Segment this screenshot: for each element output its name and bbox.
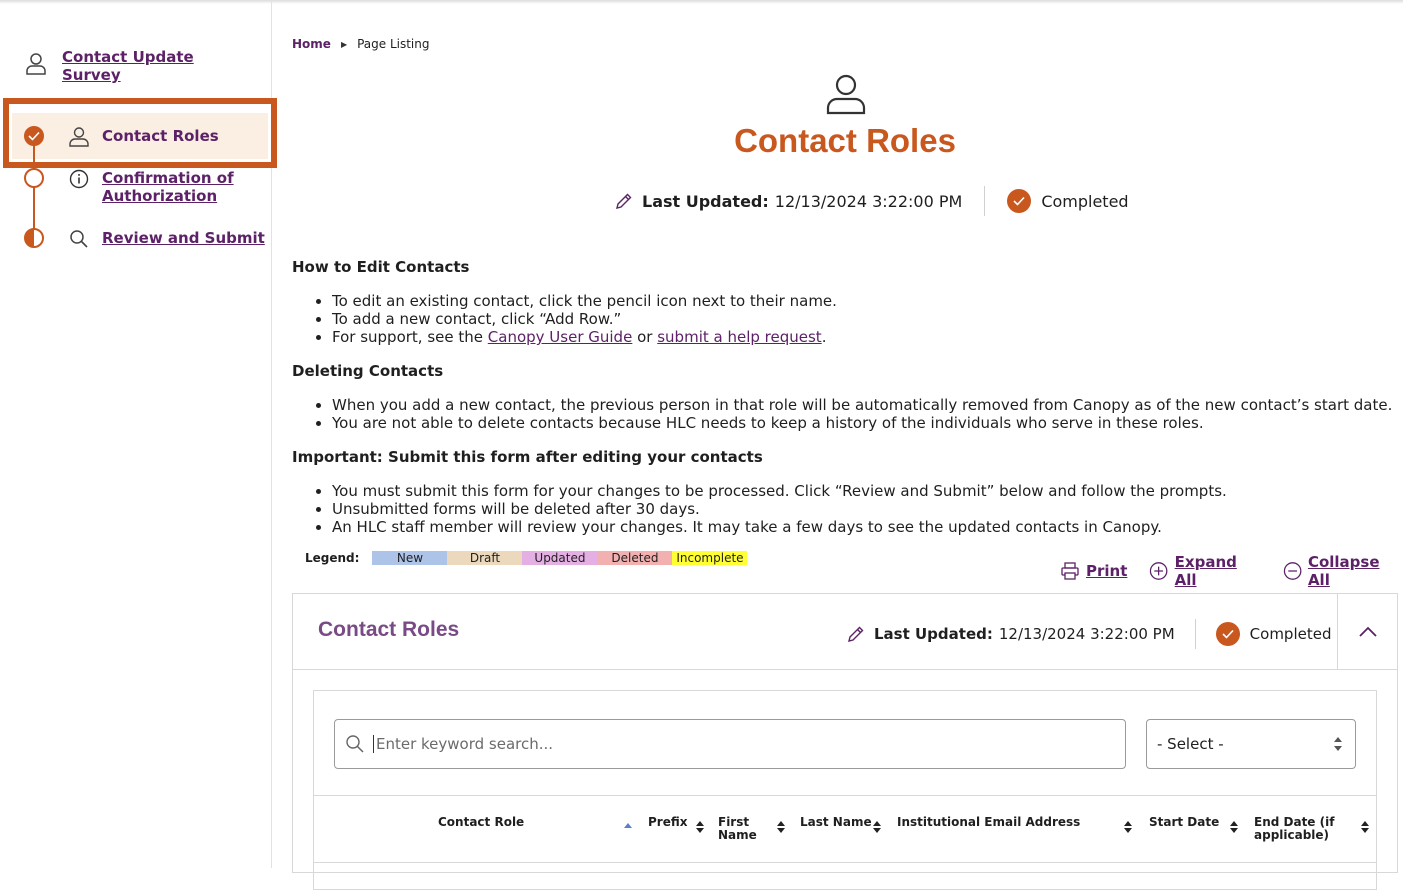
contact-update-survey-link[interactable]: Contact Update Survey — [62, 48, 194, 84]
person-icon — [26, 52, 46, 76]
section-heading: Deleting Contacts — [292, 362, 444, 380]
check-icon — [1007, 189, 1031, 213]
last-updated-value: 12/13/2024 3:22:00 PM — [998, 625, 1175, 643]
panel-status-bar — [846, 619, 1331, 649]
column-header-contact-role[interactable]: Contact Role — [438, 815, 525, 829]
list-item: • For support, see the Canopy User Guide or submit a help request. — [332, 328, 837, 346]
plus-circle-icon — [1149, 561, 1168, 581]
column-header-last-name[interactable]: Last Name — [800, 815, 872, 829]
chevron-up-icon — [1359, 626, 1377, 638]
pencil-icon — [846, 624, 866, 644]
last-updated-label: Last Updated: — [874, 625, 993, 643]
page-title: Contact Roles — [734, 122, 956, 159]
select-value: - Select - — [1157, 735, 1224, 753]
list-item: • An HLC staff member will review your changes. It may take a few days to see the updated contacts in Canopy. — [332, 518, 1227, 536]
status-legend — [305, 551, 747, 565]
check-icon — [1216, 622, 1240, 646]
step-partial-icon — [24, 228, 44, 248]
sort-icon[interactable] — [1230, 820, 1238, 834]
edit-instructions — [292, 258, 837, 346]
breadcrumb — [292, 37, 430, 51]
page-tools — [1060, 553, 1403, 589]
sort-icon[interactable] — [1361, 820, 1369, 834]
panel-collapse-button[interactable] — [1337, 594, 1397, 670]
help-request-link[interactable]: submit a help request — [657, 328, 822, 346]
panel-header — [293, 594, 1397, 670]
list-item: • You must submit this form for your changes to be processed. Click “Review and Submit” below and follow the prompts. — [332, 482, 1227, 500]
contacts-table-container — [313, 690, 1377, 890]
list-item: • Unsubmitted forms will be deleted after 30 days. — [332, 500, 1227, 518]
keyword-search — [334, 719, 1126, 769]
step-pending-icon — [24, 168, 44, 188]
minus-circle-icon — [1283, 561, 1302, 581]
active-step-outline — [3, 98, 277, 168]
print-button[interactable]: Print — [1060, 561, 1127, 581]
list-item: • To add a new contact, click “Add Row.” — [332, 310, 837, 328]
search-icon — [68, 228, 90, 250]
section-heading: Important: Submit this form after editing your contacts — [292, 448, 763, 466]
column-header-start-date[interactable]: Start Date — [1149, 815, 1220, 829]
sidebar-step-label: Confirmation of Authorization — [102, 169, 234, 205]
survey-sidebar — [0, 0, 272, 868]
sidebar-step-label: Contact Roles — [102, 127, 219, 145]
divider — [984, 186, 985, 216]
search-input[interactable] — [373, 735, 1093, 753]
info-icon — [68, 168, 90, 190]
pencil-icon — [614, 191, 634, 211]
sort-icon[interactable] — [873, 820, 881, 834]
legend-new: New — [372, 551, 447, 565]
expand-all-button[interactable]: Expand All — [1149, 553, 1260, 589]
status-text: Completed — [1249, 625, 1332, 643]
section-heading: How to Edit Contacts — [292, 258, 470, 276]
divider — [1195, 619, 1196, 649]
collapse-all-button[interactable]: Collapse All — [1283, 553, 1403, 589]
person-icon — [824, 72, 868, 116]
list-item: • When you add a new contact, the previous person in that role will be automatically removed from Canopy as of the new contact’s start date. — [332, 396, 1392, 414]
sidebar-survey-link-row — [26, 48, 212, 84]
status-text: Completed — [1041, 191, 1129, 211]
legend-deleted: Deleted — [597, 551, 672, 565]
legend-incomplete: Incomplete — [672, 551, 747, 565]
delete-instructions — [292, 362, 1392, 432]
last-updated-label: Last Updated: — [642, 191, 769, 211]
sort-icon[interactable] — [1124, 820, 1132, 834]
column-header-end-date[interactable]: End Date (if applicable) — [1254, 815, 1335, 842]
breadcrumb-separator-icon: ▶ — [340, 39, 348, 49]
sort-icon[interactable] — [777, 820, 785, 834]
last-updated-value: 12/13/2024 3:22:00 PM — [774, 191, 963, 211]
submit-instructions — [292, 448, 1227, 536]
column-header-email[interactable]: Institutional Email Address — [897, 815, 1081, 829]
sidebar-step-label: Review and Submit — [102, 229, 265, 247]
select-arrows-icon — [1333, 735, 1343, 753]
canopy-user-guide-link[interactable]: Canopy User Guide — [487, 328, 633, 346]
search-icon — [345, 734, 365, 754]
column-header-first-name[interactable]: First Name — [718, 815, 757, 842]
legend-updated: Updated — [522, 551, 597, 565]
legend-label: Legend: — [305, 551, 360, 565]
filter-select[interactable] — [1146, 719, 1356, 769]
sort-ascending-icon[interactable] — [624, 820, 632, 834]
legend-draft: Draft — [447, 551, 522, 565]
list-item: • To edit an existing contact, click the pencil icon next to their name. — [332, 292, 837, 310]
table-header — [314, 795, 1376, 863]
breadcrumb-home-link[interactable]: Home — [292, 37, 331, 51]
list-item: • You are not able to delete contacts because HLC needs to keep a history of the individuals who serve in these roles. — [332, 414, 1392, 432]
contact-roles-panel — [292, 593, 1398, 873]
sort-icon[interactable] — [696, 820, 704, 834]
page-status-bar — [614, 186, 1129, 216]
printer-icon — [1060, 561, 1080, 581]
column-header-prefix[interactable]: Prefix — [648, 815, 688, 829]
panel-title: Contact Roles — [318, 618, 460, 641]
breadcrumb-current: Page Listing — [357, 37, 430, 51]
